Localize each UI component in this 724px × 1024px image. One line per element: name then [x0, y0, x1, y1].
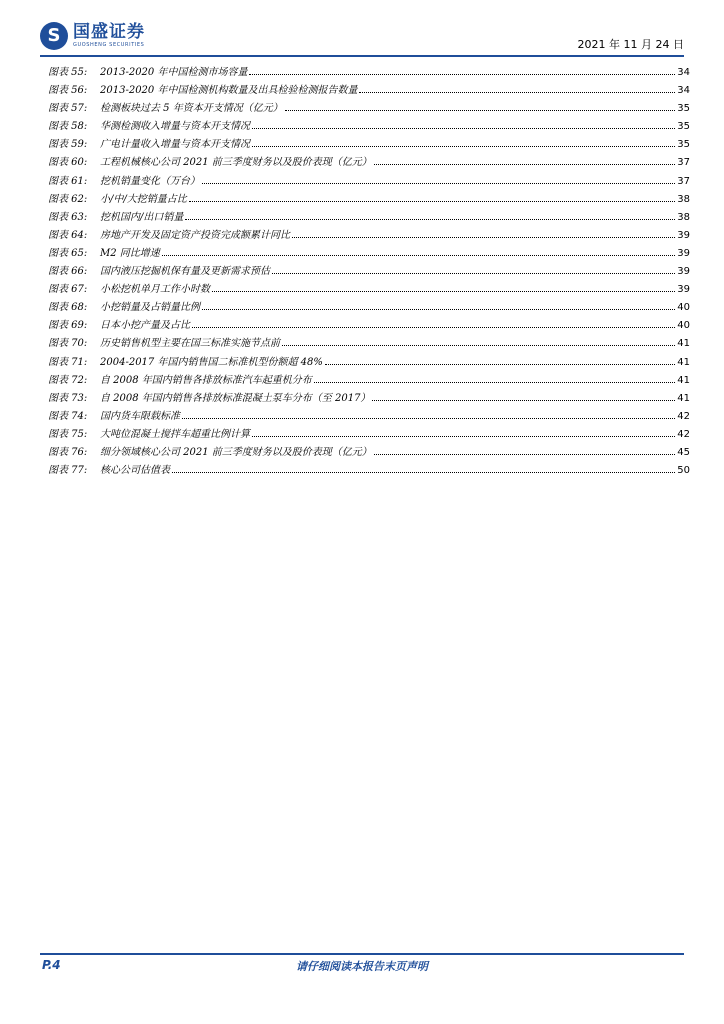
toc-entry-label: 图表 68: [48, 302, 88, 314]
logo-chinese-name: 国盛证券 [73, 22, 145, 42]
toc-entry-page: 41 [677, 356, 690, 368]
toc-entry[interactable] [48, 335, 690, 353]
toc-entry-title: 挖机国内/出口销量 [100, 211, 184, 223]
toc-dot-leader [272, 273, 675, 274]
toc-entry-page: 35 [677, 103, 690, 115]
toc-entry-title: 国内液压挖掘机保有量及更新需求预估 [100, 266, 270, 278]
header-divider [40, 55, 684, 57]
toc-entry-title: 小挖销量及占销量比例 [100, 302, 200, 314]
toc-entry[interactable] [48, 100, 690, 118]
toc-entry-label: 图表 61: [48, 175, 88, 187]
toc-dot-leader [249, 74, 675, 75]
toc-entry-label: 图表 60: [48, 157, 88, 169]
toc-dot-leader [162, 255, 675, 256]
toc-entry[interactable] [48, 354, 690, 372]
toc-entry-label: 图表 56: [48, 85, 88, 97]
toc-entry-title: M2 同比增速 [100, 247, 160, 259]
toc-entry-page: 39 [677, 247, 690, 259]
toc-entry-page: 34 [677, 67, 690, 78]
toc-entry-title: 2013-2020 年中国检测机构数量及出具检验检测报告数量 [100, 85, 358, 97]
toc-entry-label: 图表 75: [48, 428, 88, 440]
toc-entry[interactable] [48, 64, 690, 82]
toc-dot-leader [292, 237, 675, 238]
toc-entry[interactable] [48, 462, 690, 480]
toc-entry-label: 图表 55: [48, 67, 88, 78]
toc-entry[interactable] [48, 245, 690, 263]
toc-entry-page: 40 [677, 302, 690, 314]
toc-entry-title: 房地产开发及固定资产投资完成额累计同比 [100, 229, 290, 241]
toc-entry-title: 2004-2017 年国内销售国二标准机型份额超 48% [100, 356, 323, 368]
toc-entry[interactable] [48, 82, 690, 100]
toc-entry-label: 图表 73: [48, 392, 88, 404]
toc-entry-title: 挖机销量变化（万台） [100, 175, 200, 187]
toc-entry-label: 图表 58: [48, 121, 88, 133]
toc-entry-label: 图表 63: [48, 211, 88, 223]
toc-dot-leader [185, 219, 675, 220]
toc-dot-leader [202, 309, 675, 310]
toc-entry[interactable] [48, 299, 690, 317]
footer-disclaimer: 请仔细阅读本报告末页声明 [296, 960, 428, 973]
toc-entry-label: 图表 64: [48, 229, 88, 241]
logo-english-name: GUOSHENG SECURITIES [73, 42, 145, 48]
toc-dot-leader [374, 164, 675, 165]
toc-entry-title: 细分领域核心公司 2021 前三季度财务以及股价表现（亿元） [100, 446, 372, 458]
toc-dot-leader [252, 128, 675, 129]
report-date: 2021 年 11 月 24 日 [577, 38, 684, 51]
toc-entry-label: 图表 57: [48, 103, 88, 115]
toc-entry[interactable] [48, 154, 690, 172]
logo-mark-letter: S [47, 25, 61, 46]
toc-entry-title: 大吨位混凝土搅拌车超重比例计算 [100, 428, 250, 440]
toc-entry[interactable] [48, 227, 690, 245]
toc-entry-title: 自 2008 年国内销售各排放标准汽车起重机分布 [100, 374, 312, 386]
toc-entry-title: 检测板块过去 5 年资本开支情况（亿元） [100, 103, 283, 115]
toc-dot-leader [192, 327, 675, 328]
toc-entry-label: 图表 59: [48, 139, 88, 151]
toc-entry-title: 华测检测收入增量与资本开支情况 [100, 121, 250, 133]
toc-entry-label: 图表 65: [48, 247, 88, 259]
toc-entry-page: 37 [677, 175, 690, 187]
toc-entry-page: 41 [677, 392, 690, 404]
toc-entry-page: 50 [677, 465, 690, 477]
toc-dot-leader [374, 454, 675, 455]
toc-entry-page: 34 [677, 85, 690, 97]
toc-entry-page: 42 [677, 410, 690, 422]
toc-dot-leader [372, 400, 675, 401]
toc-dot-leader [282, 345, 675, 346]
toc-entry[interactable] [48, 444, 690, 462]
toc-entry[interactable] [48, 136, 690, 154]
toc-entry-label: 图表 77: [48, 465, 88, 477]
toc-entry[interactable] [48, 317, 690, 335]
toc-entry-page: 38 [677, 193, 690, 205]
toc-dot-leader [314, 382, 675, 383]
toc-dot-leader [252, 436, 675, 437]
toc-entry-page: 39 [677, 266, 690, 278]
logo-icon [40, 22, 68, 50]
toc-entry-title: 小/中/大挖销量占比 [100, 193, 187, 205]
toc-dot-leader [325, 364, 675, 365]
toc-entry-page: 41 [677, 338, 690, 350]
page-header [0, 0, 724, 60]
toc-entry[interactable] [48, 263, 690, 281]
toc-entry-page: 35 [677, 139, 690, 151]
toc-entry[interactable] [48, 118, 690, 136]
toc-entry-title: 自 2008 年国内销售各排放标准混凝土泵车分布（至 2017） [100, 392, 371, 404]
toc-entry-title: 2013-2020 年中国检测市场容量 [100, 67, 248, 78]
page-number: P.4 [42, 958, 61, 972]
toc-entry-label: 图表 76: [48, 446, 88, 458]
toc-dot-leader [359, 92, 675, 93]
toc-entry[interactable] [48, 390, 690, 408]
company-logo [40, 22, 145, 50]
toc-entry-title: 小松挖机单月工作小时数 [100, 284, 210, 296]
toc-entry-page: 42 [677, 428, 690, 440]
toc-entry[interactable] [48, 173, 690, 191]
toc-entry-title: 日本小挖产量及占比 [100, 320, 190, 332]
toc-entry-page: 39 [677, 284, 690, 296]
toc-entry-title: 广电计量收入增量与资本开支情况 [100, 139, 250, 151]
toc-entry-page: 39 [677, 229, 690, 241]
toc-entry-label: 图表 62: [48, 193, 88, 205]
toc-entry[interactable] [48, 372, 690, 390]
footer-divider [40, 953, 684, 955]
toc-entry-title: 国内货车限载标准 [100, 410, 180, 422]
toc-entry-label: 图表 66: [48, 266, 88, 278]
logo-text [73, 23, 145, 49]
toc-entry[interactable] [48, 281, 690, 299]
toc-entry[interactable] [48, 191, 690, 209]
toc-entry-label: 图表 69: [48, 320, 88, 332]
toc-dot-leader [172, 472, 675, 473]
toc-entry-page: 38 [677, 211, 690, 223]
toc-dot-leader [252, 146, 675, 147]
toc-entry-page: 41 [677, 374, 690, 386]
toc-entry-title: 历史销售机型主要在国三标准实施节点前 [100, 338, 280, 350]
toc-entry[interactable] [48, 209, 690, 227]
toc-entry-label: 图表 67: [48, 284, 88, 296]
toc-dot-leader [189, 201, 676, 202]
toc-entry-page: 45 [677, 446, 690, 458]
toc-entry-page: 35 [677, 121, 690, 133]
toc-entry[interactable] [48, 426, 690, 444]
toc-dot-leader [212, 291, 675, 292]
toc-entry-title: 工程机械核心公司 2021 前三季度财务以及股价表现（亿元） [100, 157, 372, 169]
toc-entry-title: 核心公司估值表 [100, 465, 170, 477]
toc-entry[interactable] [48, 408, 690, 426]
toc-entry-label: 图表 72: [48, 374, 88, 386]
toc-entry-label: 图表 74: [48, 410, 88, 422]
toc-entry-page: 40 [677, 320, 690, 332]
toc-entry-page: 37 [677, 157, 690, 169]
toc-entry-label: 图表 70: [48, 338, 88, 350]
toc-dot-leader [202, 183, 675, 184]
toc-entry-label: 图表 71: [48, 356, 88, 368]
figure-table-of-contents [48, 64, 690, 480]
toc-dot-leader [285, 110, 676, 111]
toc-dot-leader [182, 418, 675, 419]
